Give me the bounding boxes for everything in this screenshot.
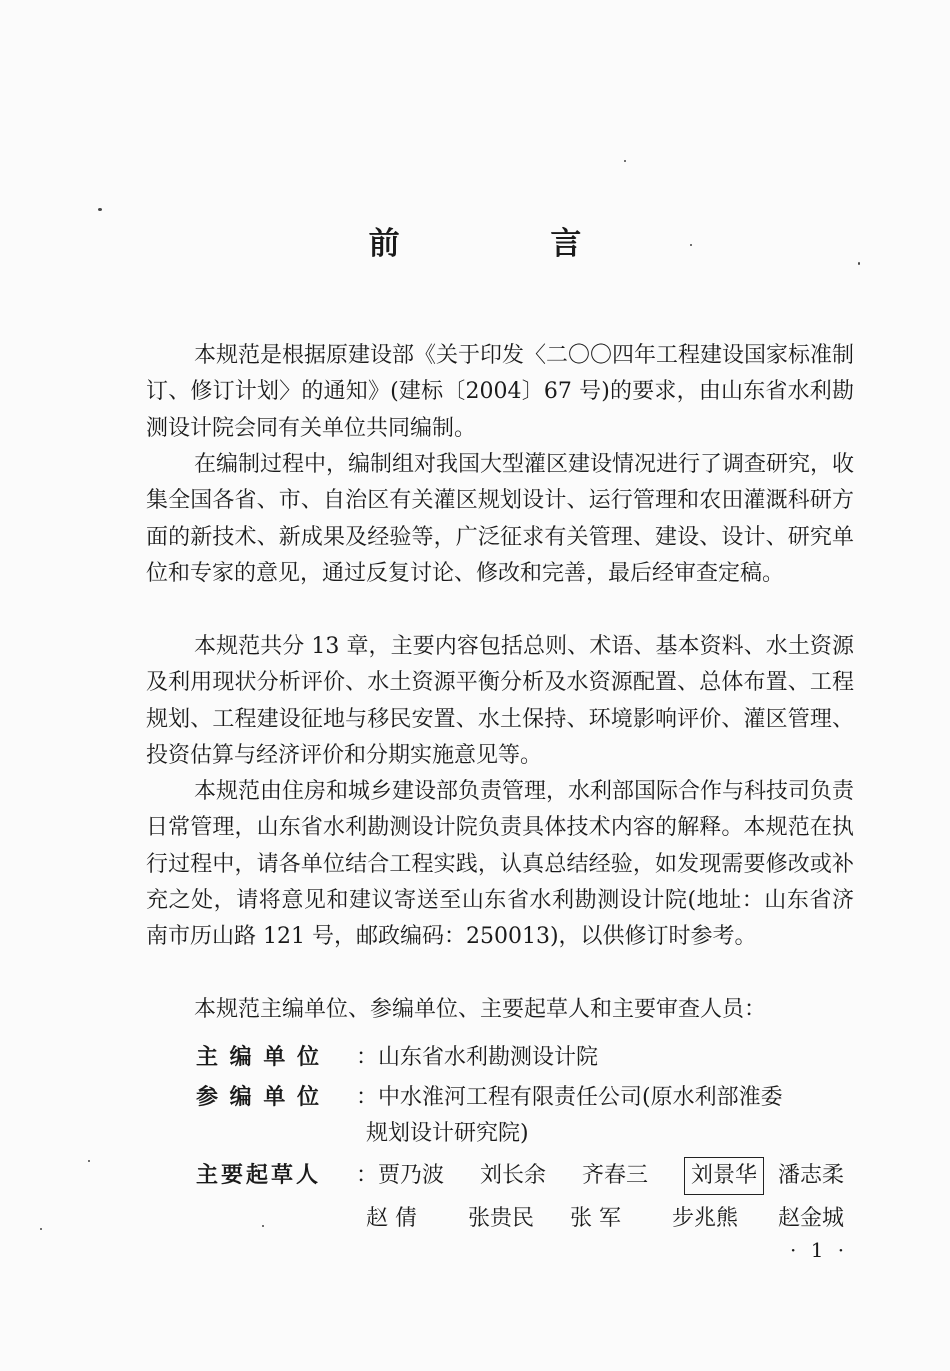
participating-unit-value-cont: 规划设计研究院) (366, 1121, 529, 1146)
scan-speck (40, 1228, 42, 1230)
participating-unit-value: 中水淮河工程有限责任公司(原水利部淮委 (378, 1085, 783, 1110)
drafter-name: 张 军 (570, 1206, 621, 1231)
paragraph-5: 本规范主编单位、参编单位、主要起草人和主要审查人员： (194, 997, 767, 1022)
participating-unit-row: 参 编 单 位 ：中水淮河工程有限责任公司(原水利部淮委 (196, 1080, 783, 1116)
drafter-name: 刘长余 (480, 1163, 547, 1188)
chief-unit-value: 山东省水利勘测设计院 (378, 1045, 599, 1070)
drafter-name: 贾乃波 (378, 1163, 445, 1188)
paragraph-2: 在编制过程中，编制组对我国大型灌区建设情况进行了调查研究，收集全国各省、市、自治区有关灌区规划设计、运行管理和农田灌溉科研方面的新技术、新成果及经验等，广泛征求有关管理、建设、设计、研究单位和专家的意见，通过反复讨论、修改和完善，最后经审查定稿。 (146, 452, 855, 586)
scan-speck (690, 244, 692, 246)
drafter-name-highlighted: 刘景华 (684, 1157, 764, 1195)
drafter-name: 赵 倩 (366, 1206, 417, 1231)
drafter-name: 潘志柔 (778, 1163, 845, 1188)
paragraph-4: 本规范由住房和城乡建设部负责管理，水利部国际合作与科技司负责日常管理，山东省水利勘测设计院负责具体技术内容的解释。本规范在执行过程中，请各单位结合工程实践，认真总结经验，如发现需要修改或补充之处，请将意见和建议寄送至山东省水利勘测设计院(地址：山东省济南市历山路 121 号，邮政编码：250013)，以供修订时参考。 (146, 779, 855, 950)
paragraph-1: 本规范是根据原建设部《关于印发〈二〇〇四年工程建设国家标准制订、修订计划〉的通知》(建标〔2004〕67 号)的要求，由山东省水利勘测设计院会同有关单位共同编制。 (146, 343, 855, 441)
page-title: 前 言 (368, 226, 652, 262)
scan-speck (98, 208, 102, 211)
scan-speck (262, 1225, 264, 1227)
drafters-row-2 (366, 1201, 844, 1237)
drafters-label: 主要起草人 (196, 1163, 322, 1188)
chief-unit-label: 主 编 单 位 (196, 1045, 321, 1070)
page-number: · 1 · (790, 1238, 849, 1262)
scan-speck (88, 1160, 90, 1162)
drafter-name: 步兆熊 (672, 1206, 739, 1231)
drafter-name: 齐春三 (582, 1163, 649, 1188)
drafter-name: 张贵民 (468, 1206, 535, 1231)
drafter-name: 赵金城 (778, 1206, 845, 1231)
paragraph-3: 本规范共分 13 章，主要内容包括总则、术语、基本资料、水土资源及利用现状分析评价、水土资源平衡分析及水资源配置、总体布置、工程规划、工程建设征地与移民安置、水土保持、环境影响评价、灌区管理、投资估算与经济评价和分期实施意见等。 (146, 634, 854, 768)
scan-speck (624, 160, 626, 162)
drafters-row-1: 主要起草人 ：贾乃波 刘长余 齐春三 刘景华 潘志柔 (196, 1157, 844, 1195)
participating-unit-label: 参 编 单 位 (196, 1085, 321, 1110)
chief-unit-row: 主 编 单 位 ：山东省水利勘测设计院 (196, 1040, 598, 1076)
scan-speck (858, 262, 860, 265)
